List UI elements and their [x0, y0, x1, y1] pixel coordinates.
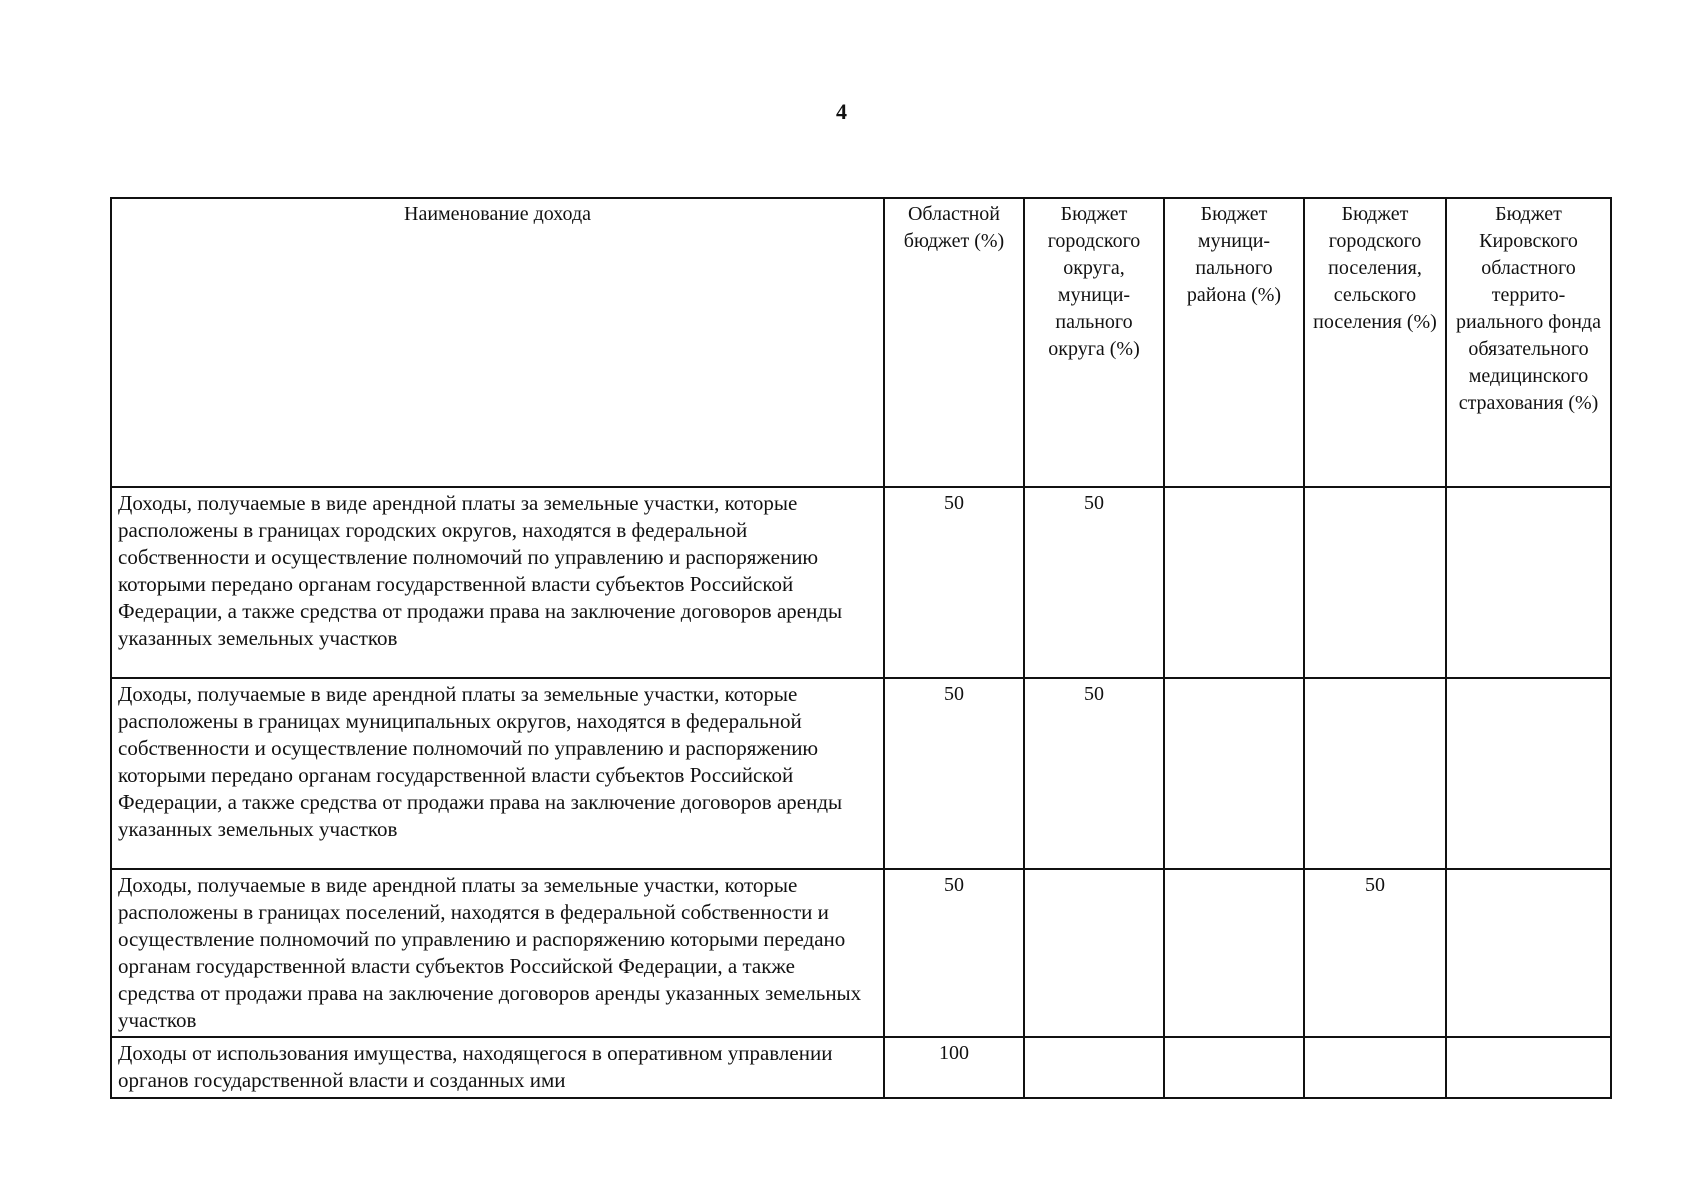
medical-insurance-fund-cell	[1446, 678, 1611, 869]
header-settlement-budget: Бюджет городского поселения, сельского поселения (%)	[1304, 198, 1446, 487]
settlement-budget-cell	[1304, 678, 1446, 869]
settlement-budget-cell	[1304, 1037, 1446, 1098]
city-district-budget-cell	[1024, 1037, 1164, 1098]
city-district-budget-cell: 50	[1024, 678, 1164, 869]
municipal-district-budget-cell	[1164, 1037, 1304, 1098]
city-district-budget-cell: 50	[1024, 487, 1164, 678]
table-row	[111, 869, 1611, 1037]
medical-insurance-fund-cell	[1446, 869, 1611, 1037]
settlement-budget-cell	[1304, 487, 1446, 678]
header-medical-insurance-fund-budget: Бюджет Кировского областного террито-риального фонда обязательного медицинского страхования (%)	[1446, 198, 1611, 487]
municipal-district-budget-cell	[1164, 487, 1304, 678]
regional-budget-cell: 50	[884, 869, 1024, 1037]
income-name-cell: Доходы, получаемые в виде арендной платы за земельные участки, которые расположены в границах поселений, находятся в федеральной собственности и осуществление полномочий по управлению и распоряжению которыми передано органам государственной власти субъектов Российской Федерации, а также средства от продажи права на заключение договоров аренды указанных земельных участков	[111, 869, 884, 1037]
header-city-district-budget: Бюджет городского округа, муници-пального округа (%)	[1024, 198, 1164, 487]
table-header-row	[111, 198, 1611, 487]
medical-insurance-fund-cell	[1446, 1037, 1611, 1098]
income-distribution-table	[110, 197, 1612, 1099]
income-name-cell: Доходы, получаемые в виде арендной платы за земельные участки, которые расположены в границах муниципальных округов, находятся в федеральной собственности и осуществление полномочий по управлению и распоряжению которыми передано органам государственной власти субъектов Российской Федерации, а также средства от продажи права на заключение договоров аренды указанных земельных участков	[111, 678, 884, 869]
regional-budget-cell: 100	[884, 1037, 1024, 1098]
regional-budget-cell: 50	[884, 678, 1024, 869]
table-row	[111, 487, 1611, 678]
header-income-name: Наименование дохода	[111, 198, 884, 487]
municipal-district-budget-cell	[1164, 678, 1304, 869]
municipal-district-budget-cell	[1164, 869, 1304, 1037]
settlement-budget-cell: 50	[1304, 869, 1446, 1037]
income-name-cell: Доходы, получаемые в виде арендной платы за земельные участки, которые расположены в границах городских округов, находятся в федеральной собственности и осуществление полномочий по управлению и распоряжению которыми передано органам государственной власти субъектов Российской Федерации, а также средства от продажи права на заключение договоров аренды указанных земельных участков	[111, 487, 884, 678]
page-number: 4	[836, 99, 847, 124]
table-row	[111, 678, 1611, 869]
city-district-budget-cell	[1024, 869, 1164, 1037]
medical-insurance-fund-cell	[1446, 487, 1611, 678]
regional-budget-cell: 50	[884, 487, 1024, 678]
header-municipal-district-budget: Бюджет муници-пального района (%)	[1164, 198, 1304, 487]
table-row	[111, 1037, 1611, 1098]
income-name-cell: Доходы от использования имущества, находящегося в оперативном управлении органов государственной власти и созданных ими	[111, 1037, 884, 1098]
header-regional-budget: Областной бюджет (%)	[884, 198, 1024, 487]
